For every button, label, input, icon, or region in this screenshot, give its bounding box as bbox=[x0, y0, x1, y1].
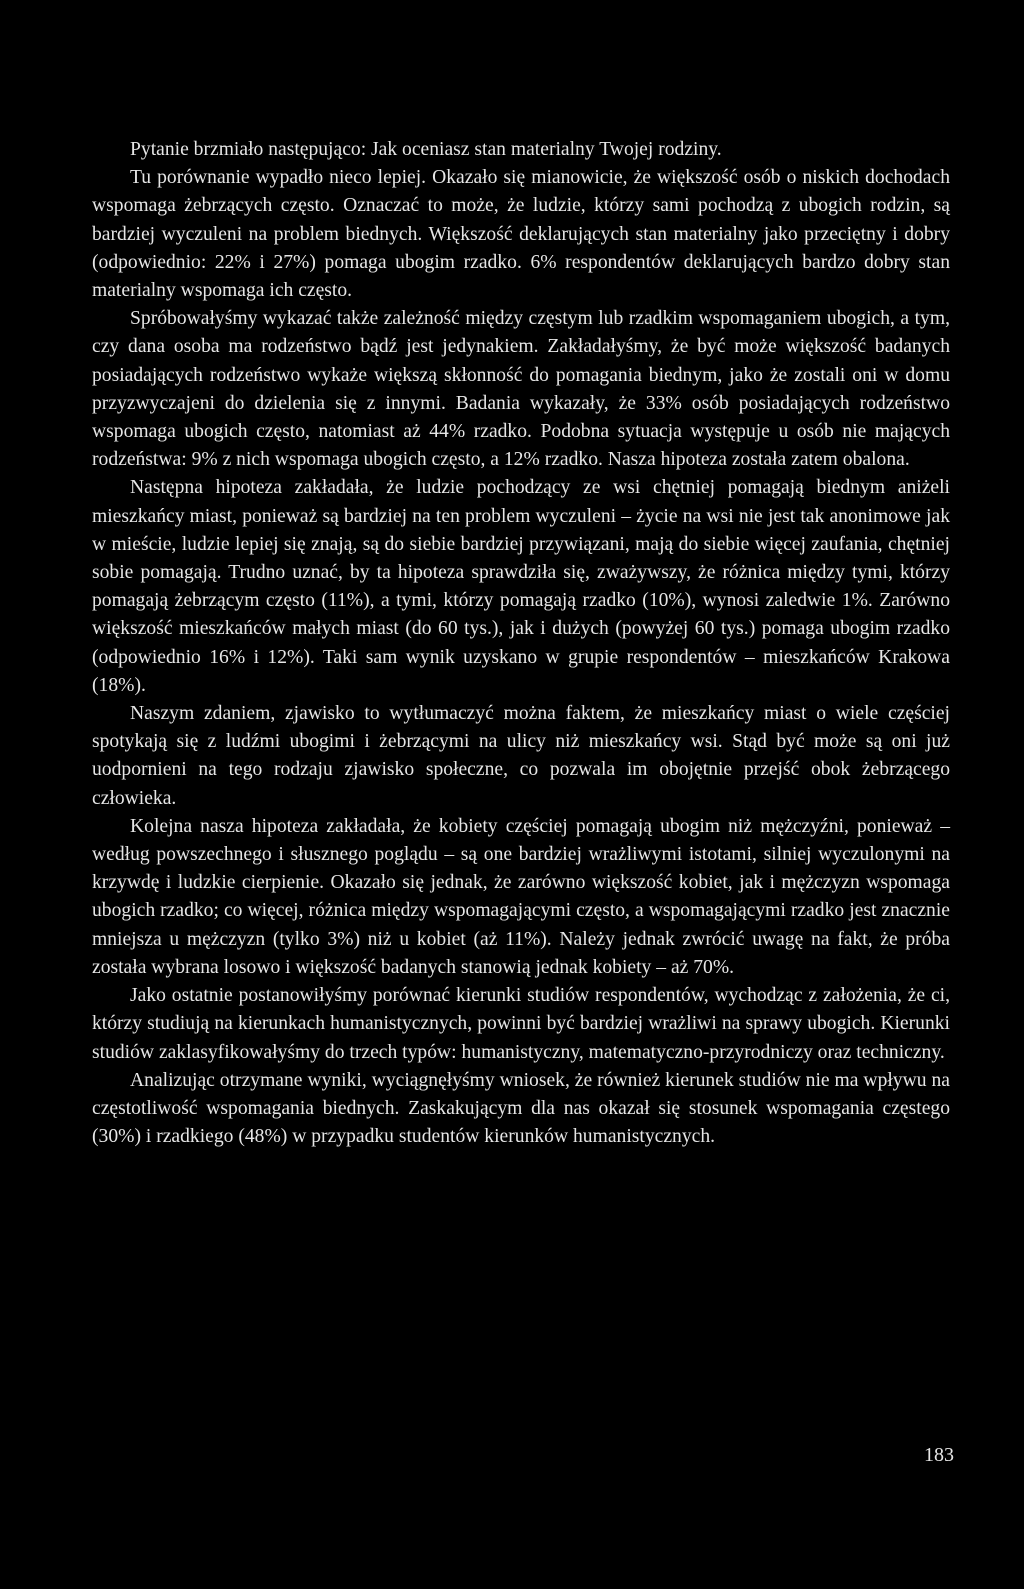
page-body bbox=[92, 136, 950, 1151]
paragraph-comparison-income: Tu porównanie wypadło nieco lepiej. Okazało się mianowicie, że większość osób o niskich dochodach wspomaga żebrzących często. Oznaczać to może, że ludzie, którzy sami pochodzą z ubogich rodzin, są bardziej wyczuleni na problem biednych. Większość deklarujących stan materialny jako przeciętny i dobry (odpowiednio: 22% i 27%) pomaga ubogim rzadko. 6% respondentów deklarujących bardzo dobry stan materialny wspomaga ich często. bbox=[92, 167, 950, 302]
paragraph-siblings-hypothesis: Spróbowałyśmy wykazać także zależność między częstym lub rzadkim wspomaganiem ubogich, a tym, czy dana osoba ma rodzeństwo bądź jest jedynakiem. Zakładałyśmy, że być może większość badanych posiadających rodzeństwo wykaże większą skłonność do pomagania biednym, jako że zostali oni w domu przyzwyczajeni do dzielenia się z innymi. Badania wykazały, że 33% osób posiadających rodzeństwo wspomaga ubogich często, natomiast aż 44% rzadko. Podobna sytuacja występuje u osób nie mających rodzeństwa: 9% z nich wspomaga ubogich często, a 12% rzadko. Nasza hipoteza została zatem obalona. bbox=[92, 308, 950, 471]
paragraph-conclusion: Analizując otrzymane wyniki, wyciągnęłyśmy wniosek, że również kierunek studiów nie ma wpływu na częstotliwość wspomagania biednych. Zaskakującym dla nas okazał się stosunek wspomagania częstego (30%) i rzadkiego (48%) w przypadku studentów kierunków humanistycznych. bbox=[92, 1069, 950, 1148]
paragraph-field-of-study: Jako ostatnie postanowiłyśmy porównać kierunki studiów respondentów, wychodząc z założenia, że ci, którzy studiują na kierunkach humanistycznych, powinni być bardziej wrażliwi na sprawy ubogich. Kierunki studiów zaklasyfikowałyśmy do trzech typów: humanistyczny, matematyczno-przyrodniczy oraz techniczny. bbox=[92, 985, 950, 1063]
paragraph-village-hypothesis: Następna hipoteza zakładała, że ludzie pochodzący ze wsi chętniej pomagają biednym aniżeli mieszkańcy miast, ponieważ są bardziej na ten problem wyczuleni – życie na wsi nie jest tak anonimowe jak w mieście, ludzie lepiej się znają, są do siebie bardziej przywiązani, mają do siebie więcej zaufania, chętniej sobie pomagają. Trudno uznać, by ta hipoteza sprawdziła się, zważywszy, że różnica między tymi, którzy pomagają żebrzącym często (11%), a tymi, którzy pomagają rzadko (10%), wynosi zaledwie 1%. Zarówno większość mieszkańców małych miast (do 60 tys.), jak i dużych (powyżej 60 tys.) pomaga ubogim rzadko (odpowiednio 16% i 12%). Taki sam wynik uzyskano w grupie respondentów – mieszkańców Krakowa (18%). bbox=[92, 477, 950, 696]
paragraph-gender-hypothesis: Kolejna nasza hipoteza zakładała, że kobiety częściej pomagają ubogim niż mężczyźni, ponieważ – według powszechnego i słusznego poglądu – są one bardziej wrażliwymi istotami, silniej wyczulonymi na krzywdę i ludzkie cierpienie. Okazało się jednak, że zarówno większość kobiet, jak i mężczyzn wspomaga ubogich rzadko; co więcej, różnica między wspomagającymi często, a wspomagającymi rzadko jest znacznie mniejsza u mężczyzn (tylko 3%) niż u kobiet (aż 11%). Należy jednak zwrócić uwagę na fakt, że próba została wybrana losowo i większość badanych stanowią jednak kobiety – aż 70%. bbox=[92, 815, 950, 978]
paragraph-city-explanation: Naszym zdaniem, zjawisko to wytłumaczyć można faktem, że mieszkańcy miast o wiele częściej spotykają się z ludźmi ubogimi i żebrzącymi na ulicy niż mieszkańcy wsi. Stąd być może są oni już uodpornieni na tego rodzaju zjawisko społeczne, co pozwala im obojętnie przejść obok żebrzącego człowieka. bbox=[92, 703, 950, 809]
paragraph-question: Pytanie brzmiało następująco: Jak oceniasz stan materialny Twojej rodziny. bbox=[130, 139, 722, 160]
page-number: 183 bbox=[924, 1444, 954, 1466]
